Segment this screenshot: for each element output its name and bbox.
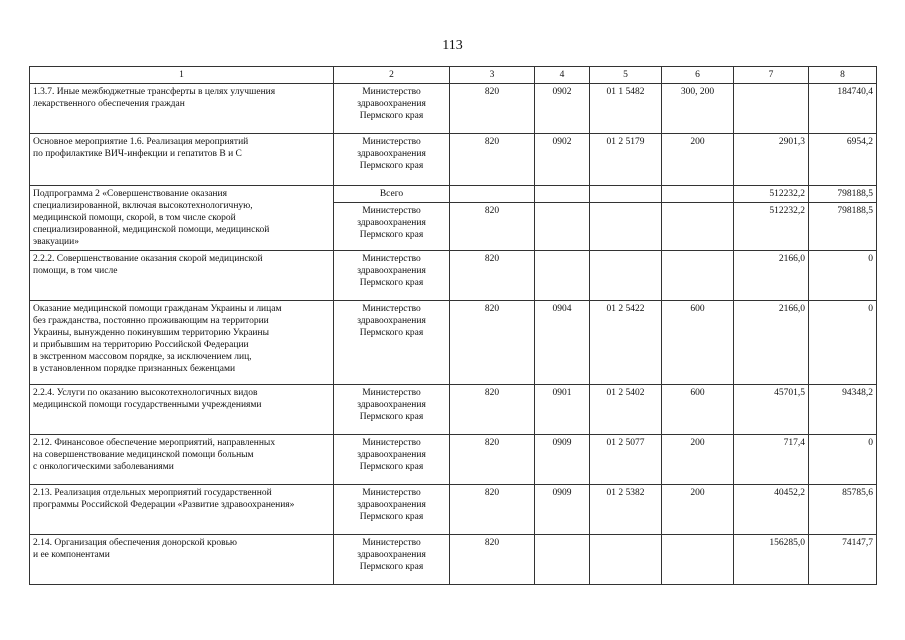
row-c5: 01 2 5422 bbox=[590, 301, 662, 385]
header-cell: 6 bbox=[662, 67, 734, 84]
header-cell: 4 bbox=[535, 67, 590, 84]
header-cell: 1 bbox=[30, 67, 334, 84]
row-c6: 200 bbox=[662, 134, 734, 186]
row-c7: 2166,0 bbox=[734, 301, 809, 385]
row-c3: 820 bbox=[450, 385, 535, 435]
row-c3: 820 bbox=[450, 435, 535, 485]
row-c3 bbox=[450, 186, 535, 203]
row-c8: 798188,5 bbox=[809, 203, 877, 251]
row-c3: 820 bbox=[450, 485, 535, 535]
row-c8: 94348,2 bbox=[809, 385, 877, 435]
row-c8: 85785,6 bbox=[809, 485, 877, 535]
row-name: 1.3.7. Иные межбюджетные трансферты в целях улучшения лекарственного обеспечения граждан bbox=[30, 84, 334, 134]
row-c4: 0909 bbox=[535, 435, 590, 485]
row-c7: 40452,2 bbox=[734, 485, 809, 535]
row-c7: 717,4 bbox=[734, 435, 809, 485]
row-c5: 01 2 5382 bbox=[590, 485, 662, 535]
table-row bbox=[30, 251, 877, 301]
row-c5: 01 2 5179 bbox=[590, 134, 662, 186]
row-c4: 0909 bbox=[535, 485, 590, 535]
row-name: 2.13. Реализация отдельных мероприятий государственной программы Российской Федерации «Развитие здравоохранения» bbox=[30, 485, 334, 535]
row-c7 bbox=[734, 84, 809, 134]
table-row bbox=[30, 84, 877, 134]
row-c4: 0901 bbox=[535, 385, 590, 435]
row-org: Министерство здравоохранения Пермского края bbox=[334, 251, 450, 301]
row-name: 2.2.2. Совершенствование оказания скорой медицинской помощи, в том числе bbox=[30, 251, 334, 301]
table-row bbox=[30, 134, 877, 186]
row-c3: 820 bbox=[450, 301, 535, 385]
row-c4 bbox=[535, 251, 590, 301]
row-c3: 820 bbox=[450, 535, 535, 585]
row-org: Министерство здравоохранения Пермского края bbox=[334, 203, 450, 251]
row-org: Министерство здравоохранения Пермского края bbox=[334, 301, 450, 385]
table-row bbox=[30, 435, 877, 485]
row-org: Министерство здравоохранения Пермского края bbox=[334, 84, 450, 134]
row-c3: 820 bbox=[450, 84, 535, 134]
row-org: Министерство здравоохранения Пермского края bbox=[334, 485, 450, 535]
row-c8: 184740,4 bbox=[809, 84, 877, 134]
row-name: 2.14. Организация обеспечения донорской кровью и ее компонентами bbox=[30, 535, 334, 585]
row-c8: 0 bbox=[809, 435, 877, 485]
row-org: Министерство здравоохранения Пермского края bbox=[334, 134, 450, 186]
row-c5: 01 2 5077 bbox=[590, 435, 662, 485]
row-c7: 512232,2 bbox=[734, 186, 809, 203]
row-name: 2.2.4. Услуги по оказанию высокотехнологичных видов медицинской помощи государственными учреждениями bbox=[30, 385, 334, 435]
row-name: Подпрограмма 2 «Совершенствование оказания специализированной, включая высокотехнологичную, медицинской помощи, скорой, в том числе скорой специализированной, медицинской помощи, медицинской эвакуации» bbox=[30, 186, 334, 251]
row-c6 bbox=[662, 535, 734, 585]
row-c3: 820 bbox=[450, 134, 535, 186]
header-cell: 7 bbox=[734, 67, 809, 84]
row-c6: 300, 200 bbox=[662, 84, 734, 134]
header-cell: 3 bbox=[450, 67, 535, 84]
row-name: Оказание медицинской помощи гражданам Украины и лицам без гражданства, постоянно проживающим на территории Украины, вынужденно покинувшим территорию Украины и прибывшим на территорию Российской Федерации в экстренном массовом порядке, за исключением лиц, в установленном порядке признанных беженцами bbox=[30, 301, 334, 385]
row-c8: 0 bbox=[809, 251, 877, 301]
row-org: Министерство здравоохранения Пермского края bbox=[334, 535, 450, 585]
row-c3: 820 bbox=[450, 251, 535, 301]
row-c5 bbox=[590, 535, 662, 585]
row-c4 bbox=[535, 186, 590, 203]
row-c7: 2166,0 bbox=[734, 251, 809, 301]
row-c6: 600 bbox=[662, 385, 734, 435]
row-c4: 0902 bbox=[535, 134, 590, 186]
table-row bbox=[30, 301, 877, 385]
row-c5: 01 1 5482 bbox=[590, 84, 662, 134]
row-c7: 156285,0 bbox=[734, 535, 809, 585]
table-row bbox=[30, 186, 877, 203]
row-c4: 0902 bbox=[535, 84, 590, 134]
row-c6: 200 bbox=[662, 435, 734, 485]
row-c7: 45701,5 bbox=[734, 385, 809, 435]
row-org: Министерство здравоохранения Пермского края bbox=[334, 435, 450, 485]
row-c6 bbox=[662, 251, 734, 301]
row-c4: 0904 bbox=[535, 301, 590, 385]
row-c8: 0 bbox=[809, 301, 877, 385]
row-c8: 6954,2 bbox=[809, 134, 877, 186]
page-number: 113 bbox=[442, 38, 463, 53]
header-cell: 8 bbox=[809, 67, 877, 84]
table-row bbox=[30, 535, 877, 585]
row-c7: 512232,2 bbox=[734, 203, 809, 251]
row-c8: 74147,7 bbox=[809, 535, 877, 585]
row-org: Всего bbox=[334, 186, 450, 203]
budget-table bbox=[29, 66, 877, 585]
row-c6 bbox=[662, 203, 734, 251]
table-row bbox=[30, 485, 877, 535]
row-c5 bbox=[590, 186, 662, 203]
row-c6: 600 bbox=[662, 301, 734, 385]
row-c6 bbox=[662, 186, 734, 203]
header-cell: 5 bbox=[590, 67, 662, 84]
row-c3: 820 bbox=[450, 203, 535, 251]
row-c5 bbox=[590, 203, 662, 251]
row-c6: 200 bbox=[662, 485, 734, 535]
row-c7: 2901,3 bbox=[734, 134, 809, 186]
table-header-row bbox=[30, 67, 877, 84]
row-c4 bbox=[535, 203, 590, 251]
row-c8: 798188,5 bbox=[809, 186, 877, 203]
row-name: 2.12. Финансовое обеспечение мероприятий, направленных на совершенствование медицинской помощи больным с онкологическими заболеваниями bbox=[30, 435, 334, 485]
row-name: Основное мероприятие 1.6. Реализация мероприятий по профилактике ВИЧ-инфекции и гепатитов В и С bbox=[30, 134, 334, 186]
table-row bbox=[30, 385, 877, 435]
row-c5 bbox=[590, 251, 662, 301]
row-c5: 01 2 5402 bbox=[590, 385, 662, 435]
row-c4 bbox=[535, 535, 590, 585]
row-org: Министерство здравоохранения Пермского края bbox=[334, 385, 450, 435]
header-cell: 2 bbox=[334, 67, 450, 84]
